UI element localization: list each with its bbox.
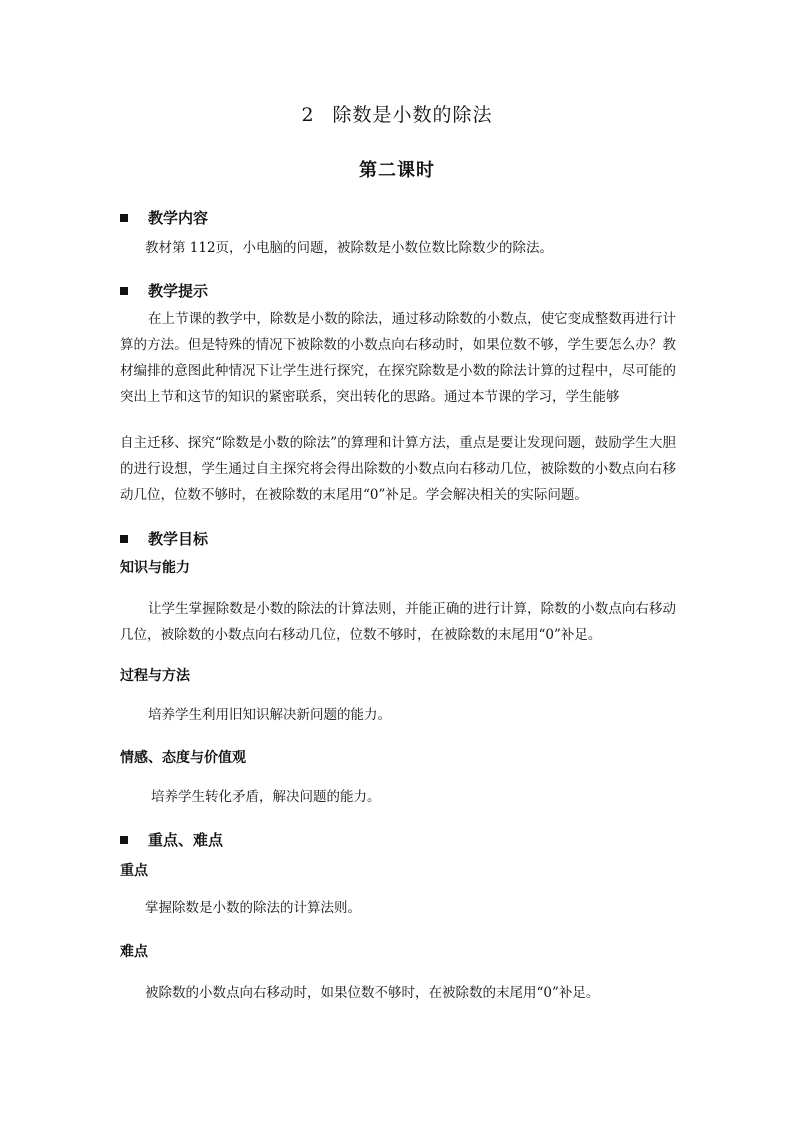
keypoints-difficulty-text: 被除数的小数点向右移动时，如果位数不够时，在被除数的末尾用“0”补足。 [145,985,600,1001]
goals-process-label: 过程与方法 [120,668,190,684]
square-bullet-icon [120,535,128,543]
goals-knowledge-text: 让学生掌握除数是小数的除法的计算法则，并能正确的进行计算，除数的小数点向右移动几位，被除数的小数点向右移动几位，位数不够时，在被除数的末尾用“0”补足。 [120,601,676,643]
page-title [0,100,794,127]
square-bullet-icon [120,836,128,844]
goals-knowledge-label: 知识与能力 [120,560,190,576]
title-text: 除数是小数的除法 [332,104,493,126]
goals-emotion-text: 培养学生转化矛盾，解决问题的能力。 [151,789,381,805]
section-heading-content [120,207,208,228]
page-subtitle: 第二课时 [359,160,435,181]
square-bullet-icon [120,287,128,295]
title-number: 2 [301,104,315,126]
keypoints-key-label: 重点 [120,863,148,879]
square-bullet-icon [120,214,128,222]
section-heading-text: 教学内容 [148,209,209,227]
section-heading-goals [120,528,208,549]
goals-emotion-label: 情感、态度与价值观 [120,750,246,766]
section-heading-hint [120,280,208,301]
keypoints-key-text: 掌握除数是小数的除法的计算法则。 [145,900,361,916]
content-text: 教材第 112页，小电脑的问题，被除数是小数位数比除数少的除法。 [145,240,554,256]
section-heading-keypoints [120,829,223,850]
section-heading-text: 教学目标 [148,530,209,548]
hint-paragraph-1: 在上节课的教学中，除数是小数的除法，通过移动除数的小数点，使它变成整数再进行计算的方法。但是特殊的情况下被除数的小数点向右移动时，如果位数不够，学生要怎么办？教材编排的意图此种情况下让学生进行探究，在探究除数是小数的除法计算的过程中，尽可能的突出上节和这节的知识的紧密联系，突出转化的思路。通过本节课的学习，学生能够 [120,311,676,405]
goals-process-text: 培养学生利用旧知识解决新问题的能力。 [148,707,391,723]
section-heading-text: 重点、难点 [148,831,224,849]
keypoints-difficulty-label: 难点 [120,944,148,960]
section-heading-text: 教学提示 [148,282,209,300]
hint-paragraph-2: 自主迁移、探究“除数是小数的除法”的算理和计算方法，重点是要让发现问题，鼓励学生大胆的进行设想，学生通过自主探究将会得出除数的小数点向右移动几位，被除数的小数点向右移动几位，位数不够时，在被除数的末尾用“0”补足。学会解决相关的实际问题。 [120,435,676,503]
